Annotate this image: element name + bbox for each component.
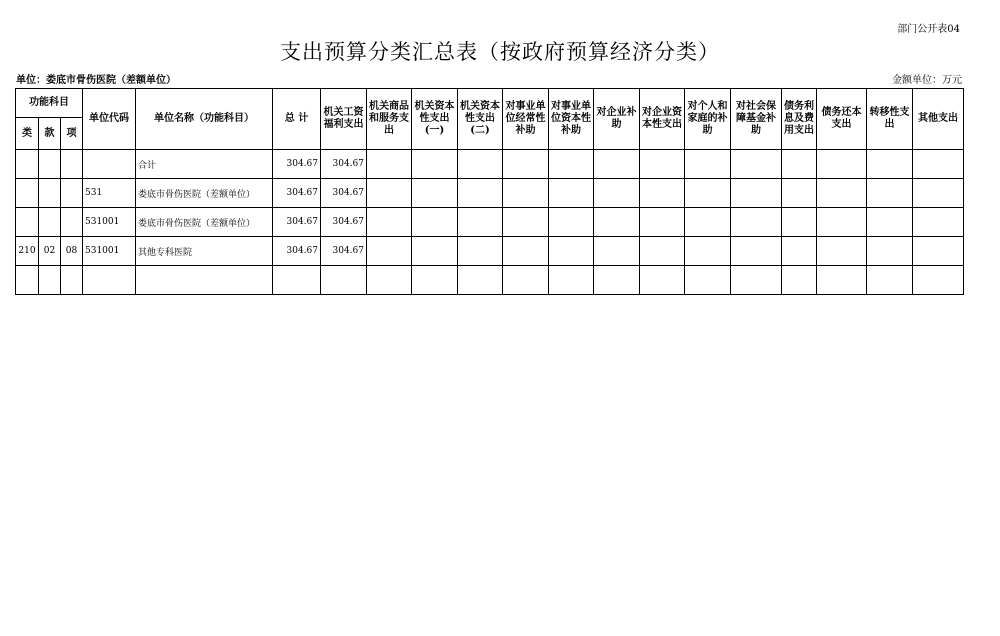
cell-lei	[16, 208, 39, 237]
cell-kuan	[39, 266, 61, 295]
header-total: 总 计	[273, 89, 321, 150]
header-c3: 机关资本性支出(一)	[412, 89, 458, 150]
table-row	[16, 237, 964, 266]
cell-kuan	[39, 179, 61, 208]
table-row	[16, 150, 964, 179]
cell-lei	[16, 179, 39, 208]
cell-xiang	[61, 208, 83, 237]
header-c4: 机关资本性支出(二)	[458, 89, 503, 150]
header-kuan: 款	[39, 118, 61, 150]
header-c13: 转移性支出	[867, 89, 913, 150]
cell-lei	[16, 150, 39, 179]
cell-c1: 304.67	[321, 179, 367, 208]
header-c6: 对事业单位资本性补助	[549, 89, 594, 150]
table-row	[16, 208, 964, 237]
cell-kuan	[39, 208, 61, 237]
cell-code: 531001	[83, 208, 136, 237]
cell-lei	[16, 266, 39, 295]
cell-code: 531	[83, 179, 136, 208]
header-c1: 机关工资福利支出	[321, 89, 367, 150]
cell-xiang	[61, 266, 83, 295]
cell-name	[136, 266, 273, 295]
cell-kuan	[39, 150, 61, 179]
cell-c1: 304.67	[321, 208, 367, 237]
header-xiang: 项	[61, 118, 83, 150]
header-lei: 类	[16, 118, 39, 150]
cell-name: 娄底市骨伤医院（差额单位）	[136, 179, 273, 208]
cell-c1: 304.67	[321, 150, 367, 179]
header-unit-name: 单位名称（功能科目）	[136, 89, 273, 150]
cell-total: 304.67	[273, 208, 321, 237]
header-c9: 对个人和家庭的补助	[685, 89, 731, 150]
cell-lei: 210	[16, 237, 39, 266]
header-c10: 对社会保障基金补助	[731, 89, 782, 150]
cell-code: 531001	[83, 237, 136, 266]
cell-total	[273, 266, 321, 295]
cell-kuan: 02	[39, 237, 61, 266]
unit-label: 单位：娄底市骨伤医院（差额单位）	[16, 75, 176, 86]
table-row	[16, 266, 964, 295]
cell-xiang	[61, 150, 83, 179]
cell-code	[83, 266, 136, 295]
header-c14: 其他支出	[913, 89, 964, 150]
table-row	[16, 179, 964, 208]
budget-table	[15, 88, 964, 295]
cell-total: 304.67	[273, 150, 321, 179]
cell-c1	[321, 266, 367, 295]
cell-code	[83, 150, 136, 179]
header-unit-code: 单位代码	[83, 89, 136, 150]
cell-xiang	[61, 179, 83, 208]
cell-name: 娄底市骨伤医院（差额单位）	[136, 208, 273, 237]
amount-unit: 金额单位：万元	[892, 75, 962, 86]
header-c5: 对事业单位经常性补助	[503, 89, 549, 150]
header-c12: 债务还本支出	[817, 89, 867, 150]
cell-name: 合计	[136, 150, 273, 179]
header-func-subject: 功能科目	[16, 89, 83, 118]
cell-total: 304.67	[273, 179, 321, 208]
form-number: 部门公开表04	[897, 24, 960, 35]
cell-name: 其他专科医院	[136, 237, 273, 266]
cell-total: 304.67	[273, 237, 321, 266]
header-c7: 对企业补助	[594, 89, 640, 150]
header-c2: 机关商品和服务支出	[367, 89, 412, 150]
cell-c1: 304.67	[321, 237, 367, 266]
cell-xiang: 08	[61, 237, 83, 266]
header-c11: 债务利息及费用支出	[782, 89, 817, 150]
page-title: 支出预算分类汇总表（按政府预算经济分类）	[280, 40, 720, 64]
header-c8: 对企业资本性支出	[640, 89, 685, 150]
